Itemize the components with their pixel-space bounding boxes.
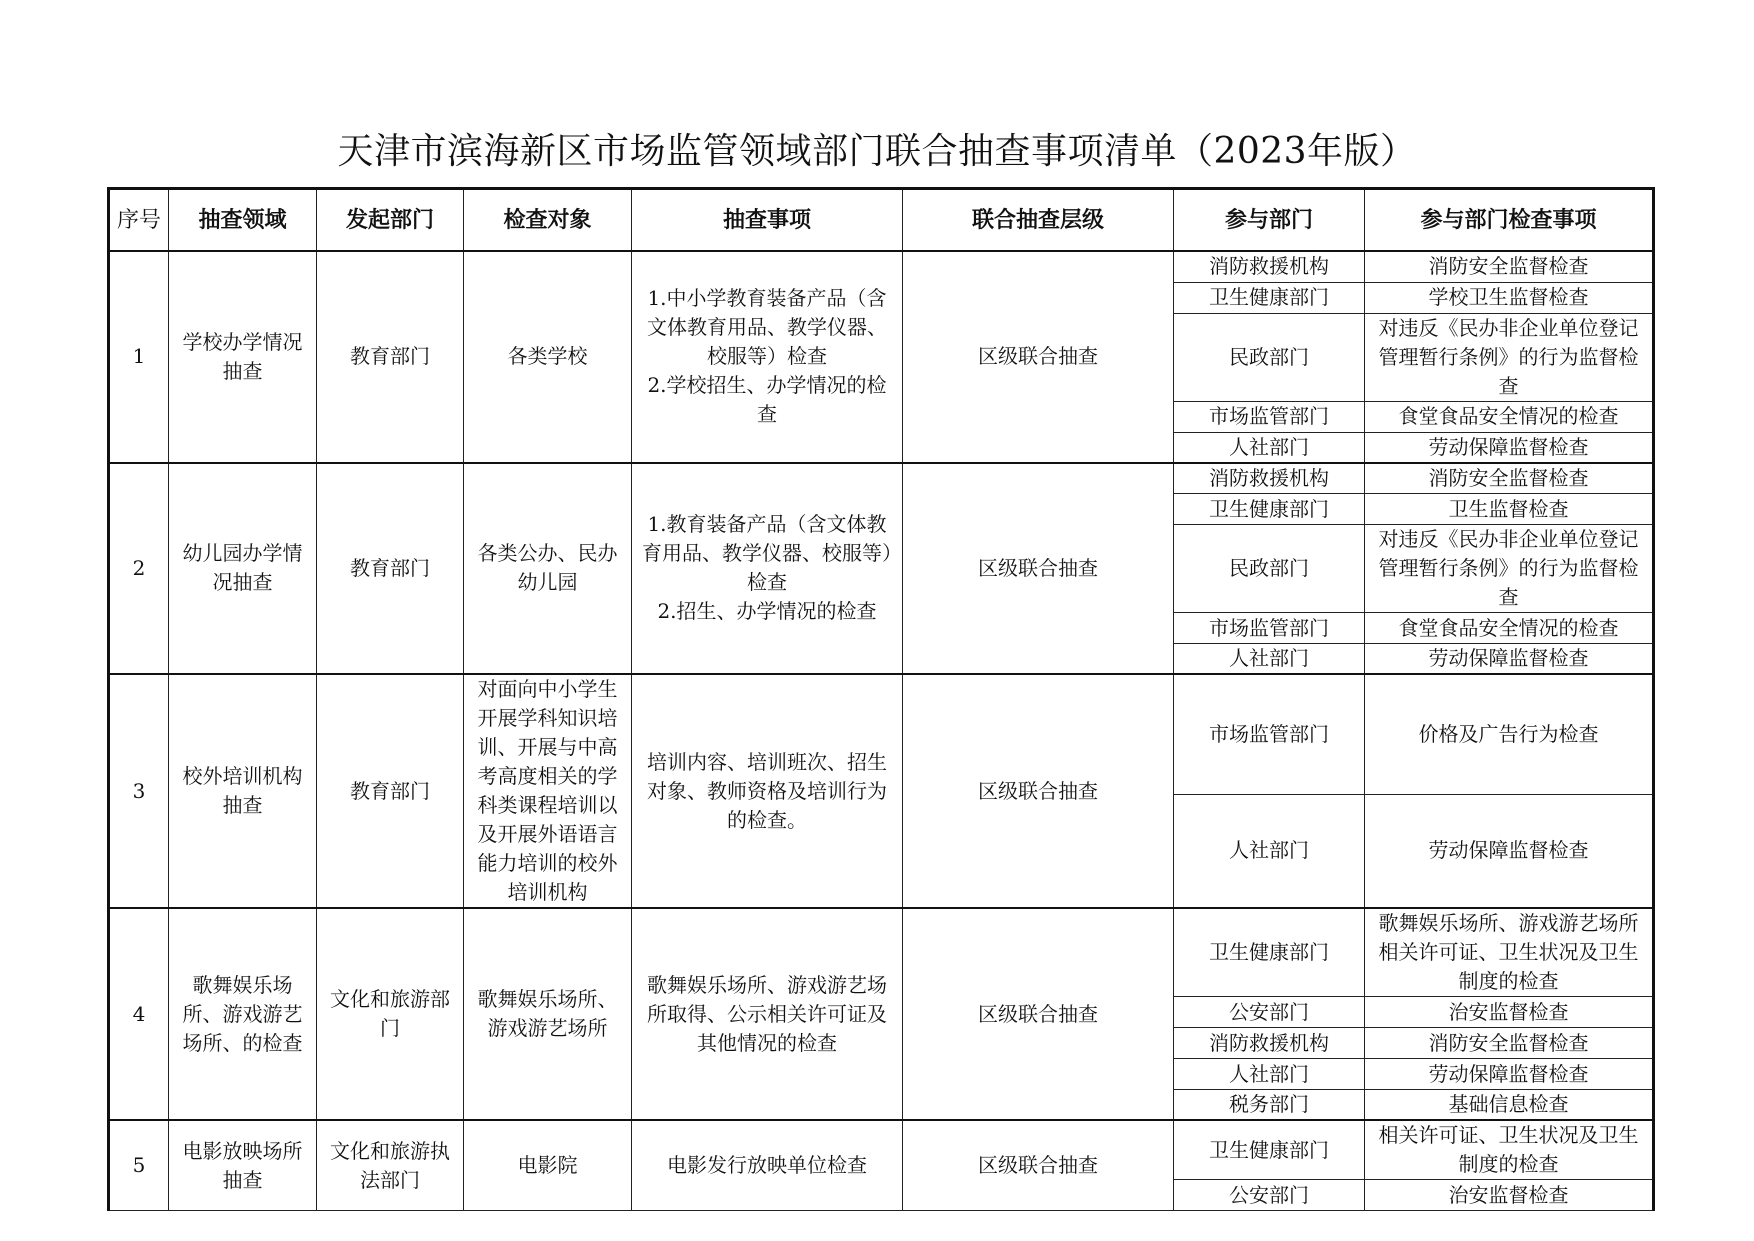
cell-participant-dept: 人社部门 <box>1174 644 1365 675</box>
cell-participant-dept: 消防救援机构 <box>1174 463 1365 494</box>
cell-participant-dept: 市场监管部门 <box>1174 674 1365 794</box>
cell-items: 电影发行放映单位检查 <box>632 1120 903 1211</box>
cell-participant-item: 学校卫生监督检查 <box>1365 282 1654 313</box>
cell-items: 1.教育装备产品（含文体教育用品、教学仪器、校服等）检查 2.招生、办学情况的检查 <box>632 463 903 675</box>
cell-participant-item: 对违反《民办非企业单位登记管理暂行条例》的行为监督检查 <box>1365 313 1654 401</box>
cell-participant-dept: 人社部门 <box>1174 432 1365 463</box>
cell-target: 电影院 <box>464 1120 632 1211</box>
cell-participant-item: 消防安全监督检查 <box>1365 1028 1654 1059</box>
cell-items: 培训内容、培训班次、招生对象、教师资格及培训行为的检查。 <box>632 674 903 908</box>
cell-participant-item: 治安监督检查 <box>1365 1180 1654 1211</box>
cell-level: 区级联合抽查 <box>903 251 1174 463</box>
cell-participant-item: 劳动保障监督检查 <box>1365 1059 1654 1090</box>
cell-participant-dept: 税务部门 <box>1174 1090 1365 1121</box>
cell-seq: 2 <box>109 463 169 675</box>
cell-participant-item: 对违反《民办非企业单位登记管理暂行条例》的行为监督检查 <box>1365 525 1654 613</box>
cell-seq: 4 <box>109 908 169 1120</box>
table-row <box>109 908 1654 997</box>
cell-target: 各类公办、民办幼儿园 <box>464 463 632 675</box>
cell-participant-item: 价格及广告行为检查 <box>1365 674 1654 794</box>
cell-level: 区级联合抽查 <box>903 908 1174 1120</box>
cell-participant-dept: 市场监管部门 <box>1174 401 1365 432</box>
table-row <box>109 674 1654 794</box>
cell-seq: 3 <box>109 674 169 908</box>
header-domain: 抽查领域 <box>169 189 317 252</box>
inspection-table <box>107 187 1655 1211</box>
cell-domain: 学校办学情况抽查 <box>169 251 317 463</box>
cell-participant-dept: 消防救援机构 <box>1174 1028 1365 1059</box>
cell-participant-item: 消防安全监督检查 <box>1365 463 1654 494</box>
cell-participant-dept: 公安部门 <box>1174 997 1365 1028</box>
table-header-row <box>109 189 1654 252</box>
cell-initiator: 教育部门 <box>317 251 464 463</box>
cell-participant-dept: 卫生健康部门 <box>1174 494 1365 525</box>
table-row <box>109 463 1654 494</box>
cell-participant-dept: 消防救援机构 <box>1174 251 1365 282</box>
cell-participant-item: 劳动保障监督检查 <box>1365 794 1654 908</box>
cell-participant-dept: 卫生健康部门 <box>1174 908 1365 997</box>
table-row <box>109 251 1654 282</box>
cell-participant-dept: 民政部门 <box>1174 525 1365 613</box>
header-participant-items: 参与部门检查事项 <box>1365 189 1654 252</box>
cell-participant-dept: 卫生健康部门 <box>1174 1120 1365 1180</box>
cell-participant-item: 劳动保障监督检查 <box>1365 644 1654 675</box>
cell-participant-dept: 市场监管部门 <box>1174 613 1365 644</box>
cell-participant-dept: 人社部门 <box>1174 1059 1365 1090</box>
cell-domain: 校外培训机构抽查 <box>169 674 317 908</box>
cell-target: 歌舞娱乐场所、游戏游艺场所 <box>464 908 632 1120</box>
header-items: 抽查事项 <box>632 189 903 252</box>
cell-participant-item: 劳动保障监督检查 <box>1365 432 1654 463</box>
cell-participant-item: 相关许可证、卫生状况及卫生制度的检查 <box>1365 1120 1654 1180</box>
cell-domain: 电影放映场所抽查 <box>169 1120 317 1211</box>
cell-participant-dept: 民政部门 <box>1174 313 1365 401</box>
cell-participant-item: 基础信息检查 <box>1365 1090 1654 1121</box>
cell-participant-item: 食堂食品安全情况的检查 <box>1365 401 1654 432</box>
cell-initiator: 文化和旅游部门 <box>317 908 464 1120</box>
cell-domain: 歌舞娱乐场所、游戏游艺场所、的检查 <box>169 908 317 1120</box>
cell-initiator: 教育部门 <box>317 674 464 908</box>
cell-target: 对面向中小学生开展学科知识培训、开展与中高考高度相关的学科类课程培训以及开展外语语言能力培训的校外培训机构 <box>464 674 632 908</box>
header-seq: 序号 <box>109 189 169 252</box>
cell-items: 歌舞娱乐场所、游戏游艺场所取得、公示相关许可证及其他情况的检查 <box>632 908 903 1120</box>
header-initiator: 发起部门 <box>317 189 464 252</box>
cell-seq: 1 <box>109 251 169 463</box>
header-participants: 参与部门 <box>1174 189 1365 252</box>
header-level: 联合抽查层级 <box>903 189 1174 252</box>
cell-items: 1.中小学教育装备产品（含文体教育用品、教学仪器、校服等）检查 2.学校招生、办学情况的检查 <box>632 251 903 463</box>
table-body <box>109 251 1654 1211</box>
cell-participant-dept: 人社部门 <box>1174 794 1365 908</box>
cell-level: 区级联合抽查 <box>903 1120 1174 1211</box>
cell-participant-item: 消防安全监督检查 <box>1365 251 1654 282</box>
cell-participant-item: 治安监督检查 <box>1365 997 1654 1028</box>
cell-initiator: 文化和旅游执法部门 <box>317 1120 464 1211</box>
cell-domain: 幼儿园办学情况抽查 <box>169 463 317 675</box>
table-row <box>109 1120 1654 1180</box>
header-target: 检查对象 <box>464 189 632 252</box>
cell-target: 各类学校 <box>464 251 632 463</box>
cell-level: 区级联合抽查 <box>903 674 1174 908</box>
cell-participant-item: 卫生监督检查 <box>1365 494 1654 525</box>
cell-level: 区级联合抽查 <box>903 463 1174 675</box>
cell-participant-dept: 公安部门 <box>1174 1180 1365 1211</box>
cell-participant-item: 食堂食品安全情况的检查 <box>1365 613 1654 644</box>
page-title: 天津市滨海新区市场监管领域部门联合抽查事项清单（2023年版） <box>337 131 1417 172</box>
cell-participant-dept: 卫生健康部门 <box>1174 282 1365 313</box>
cell-seq: 5 <box>109 1120 169 1211</box>
cell-initiator: 教育部门 <box>317 463 464 675</box>
cell-participant-item: 歌舞娱乐场所、游戏游艺场所相关许可证、卫生状况及卫生制度的检查 <box>1365 908 1654 997</box>
table-viewport <box>107 187 1654 1207</box>
